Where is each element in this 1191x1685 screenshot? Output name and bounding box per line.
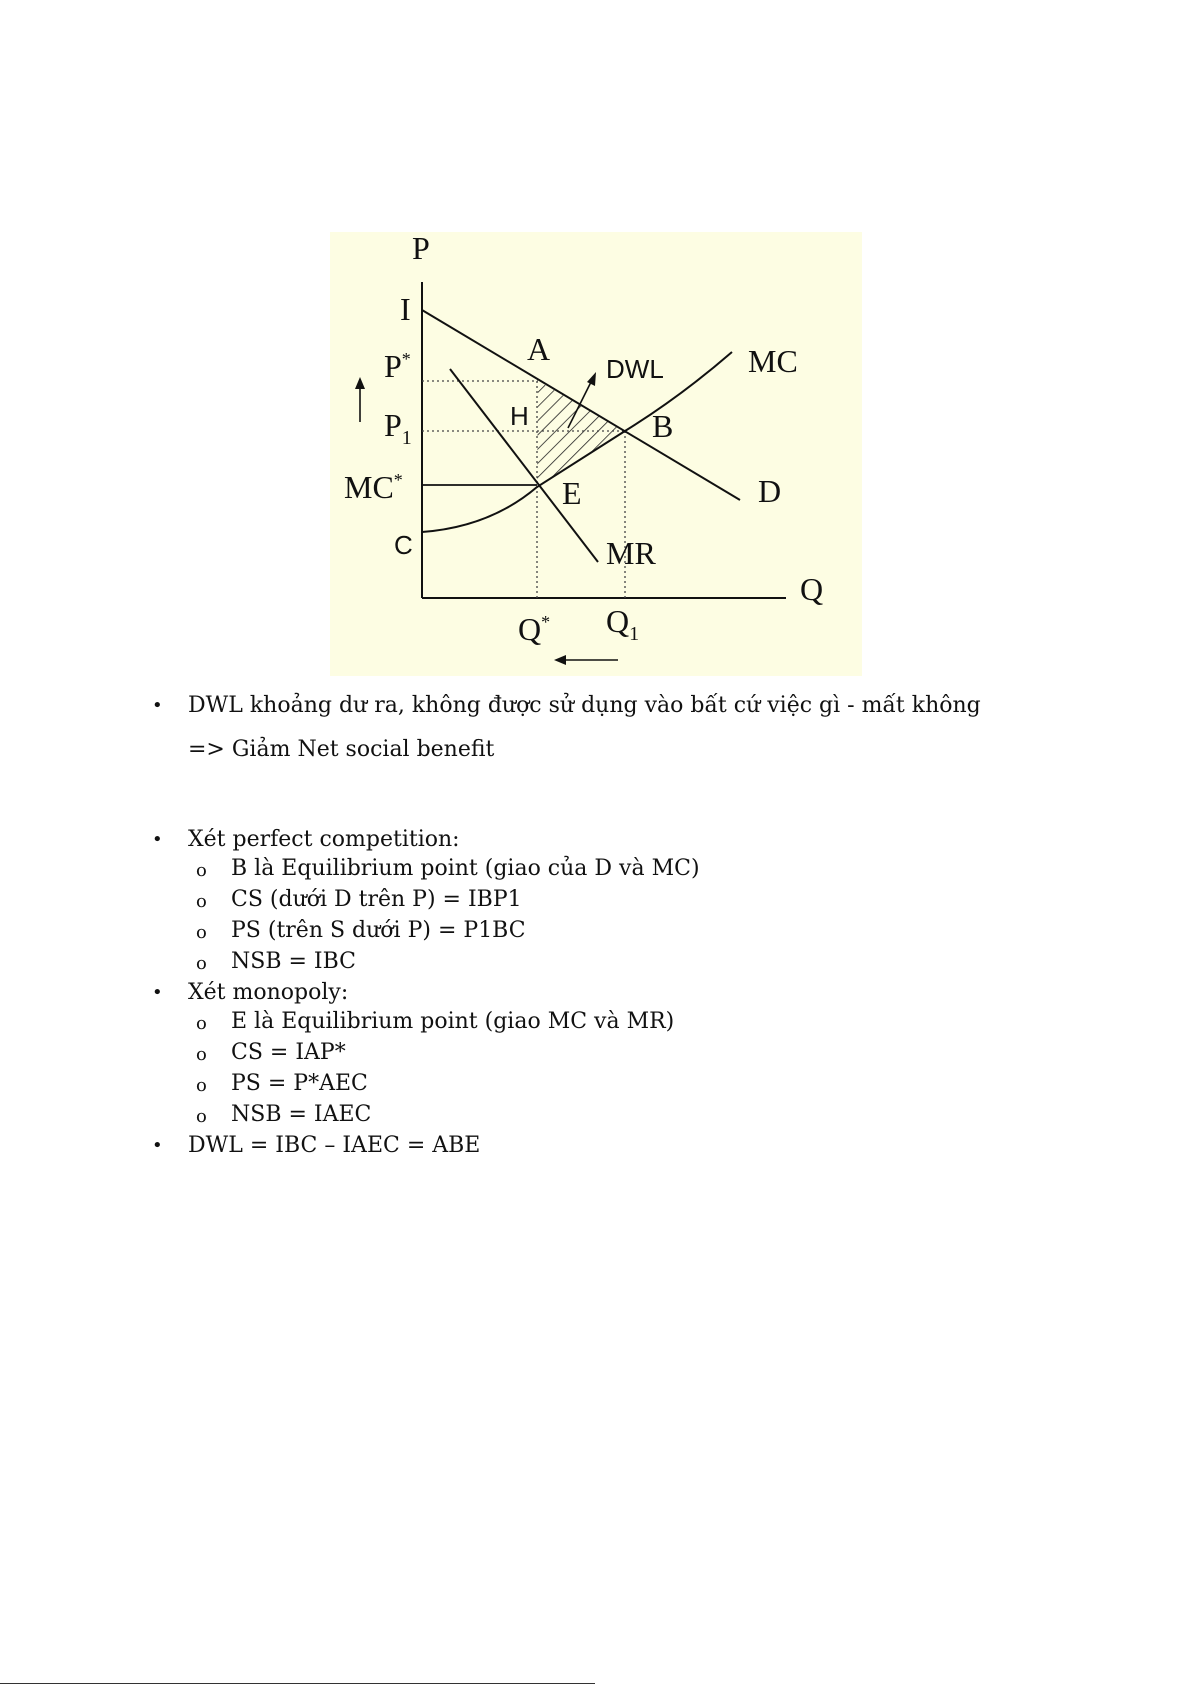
label-c: C: [394, 530, 413, 560]
dwl-diagram: [330, 232, 862, 676]
bullet-2-text: Xét perfect competition:: [188, 827, 460, 852]
label-e: E: [562, 475, 582, 511]
bullet-4-symbol: •: [152, 1135, 163, 1156]
sub-2-2-text: CS (dưới D trên P) = IBP1: [231, 887, 522, 912]
bullet-3-text: Xét monopoly:: [188, 980, 349, 1005]
label-b: B: [652, 408, 674, 444]
left-arrow-head: [554, 655, 566, 665]
label-mc-star: MC*: [344, 469, 403, 505]
sub-2-1-symbol: o: [196, 860, 207, 881]
bullet-3-symbol: •: [152, 982, 163, 1003]
label-mc: MC: [748, 343, 798, 379]
sub-2-2-symbol: o: [196, 891, 207, 912]
label-p-axis: P: [412, 232, 430, 266]
demand-curve: [422, 310, 740, 500]
sub-3-4-text: NSB = IAEC: [231, 1102, 372, 1127]
sub-3-1-symbol: o: [196, 1013, 207, 1034]
sub-3-2-text: CS = IAP*: [231, 1040, 346, 1065]
sub-2-3-text: PS (trên S dưới P) = P1BC: [231, 918, 526, 943]
sub-2-3-symbol: o: [196, 922, 207, 943]
sub-3-3-text: PS = P*AEC: [231, 1071, 368, 1096]
bullet-2-symbol: •: [152, 829, 163, 850]
bullet-1-symbol: •: [152, 695, 163, 716]
sub-3-1-text: E là Equilibrium point (giao MC và MR): [231, 1009, 675, 1034]
label-mr: MR: [606, 535, 656, 571]
mr-curve: [450, 369, 598, 562]
dwl-figure: [330, 232, 862, 676]
sub-3-3-symbol: o: [196, 1075, 207, 1096]
label-p-star: P*: [384, 348, 411, 384]
dwl-area: [537, 381, 625, 487]
label-h: H: [510, 401, 529, 431]
bullet-4-text: DWL = IBC – IAEC = ABE: [188, 1133, 481, 1158]
sub-3-2-symbol: o: [196, 1044, 207, 1065]
dwl-arrow-head: [587, 372, 596, 386]
sub-2-4-symbol: o: [196, 953, 207, 974]
label-dwl: DWL: [606, 354, 664, 384]
label-p1: $P_1$: [384, 407, 412, 449]
label-i: I: [400, 291, 411, 327]
label-d: D: [758, 473, 782, 509]
up-arrow-head: [355, 377, 365, 389]
bullet-1-text: DWL khoảng dư ra, không được sử dụng vào bất cứ việc gì - mất không: [188, 693, 981, 718]
sub-3-4-symbol: o: [196, 1106, 207, 1127]
label-q-axis: Q: [800, 571, 824, 607]
sub-2-1-text: B là Equilibrium point (giao của D và MC): [231, 856, 700, 881]
footer-rule: [0, 1683, 595, 1684]
label-a: A: [527, 331, 551, 367]
bullet-1-continuation: => Giảm Net social benefit: [188, 737, 495, 762]
sub-2-4-text: NSB = IBC: [231, 949, 357, 974]
label-q-star: Q*: [518, 611, 551, 647]
label-q1: $Q_1$: [606, 603, 640, 645]
